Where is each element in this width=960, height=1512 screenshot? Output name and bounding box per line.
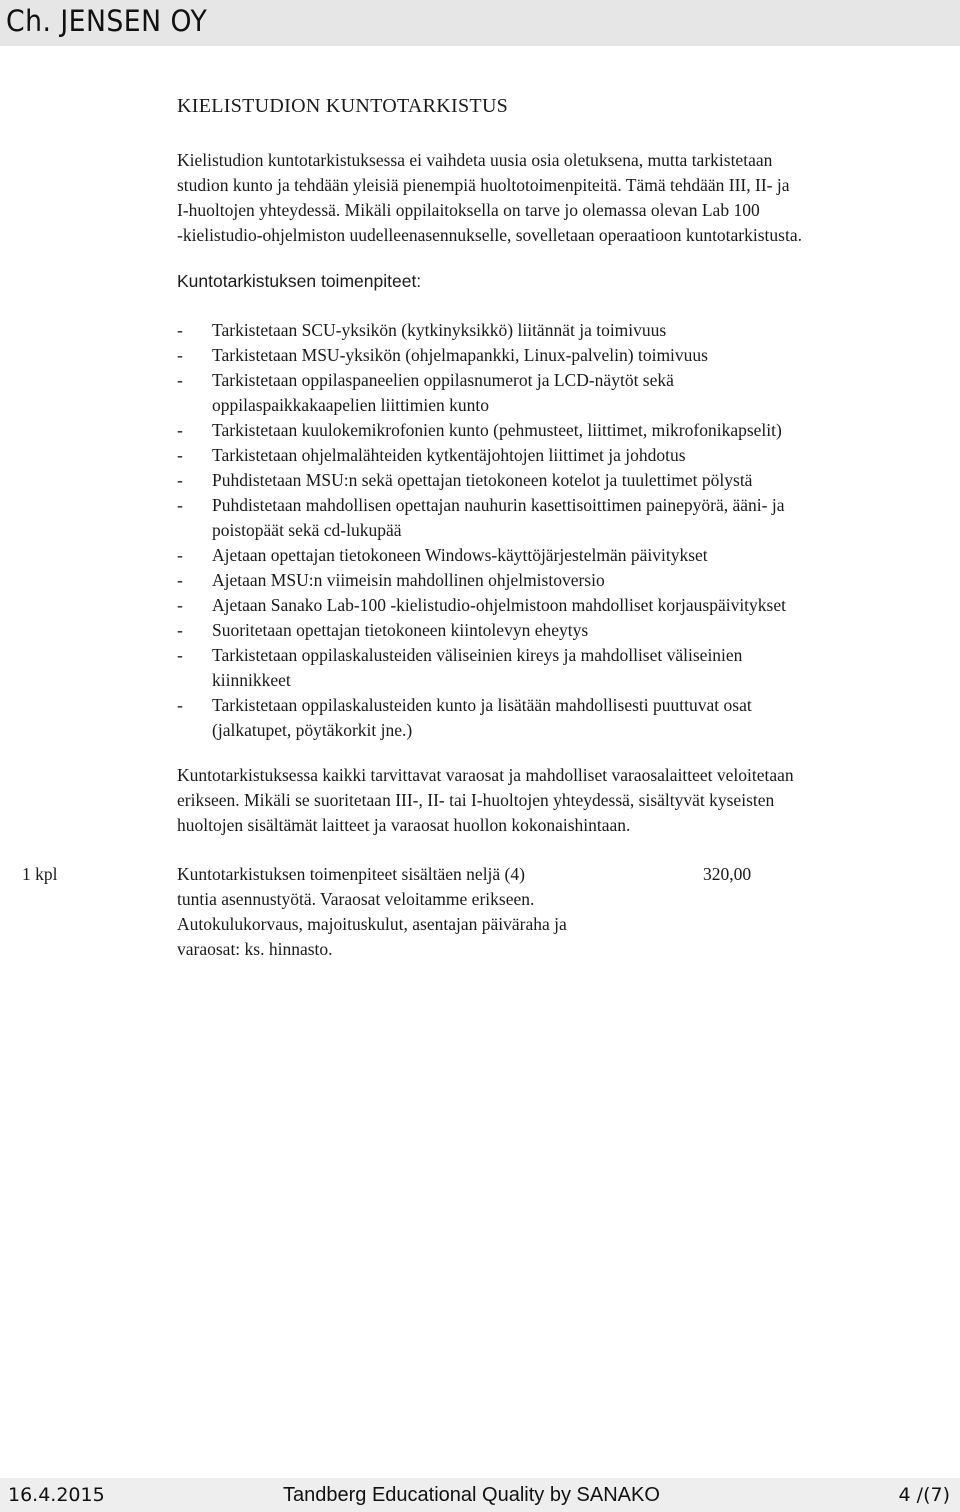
- document-title: KIELISTUDION KUNTOTARKISTUS: [177, 95, 509, 117]
- list-dash: -: [177, 370, 183, 390]
- item-price: 320,00: [703, 864, 752, 884]
- intro-line: studion kunto ja tehdään yleisiä pienempiä huoltotoimenpiteitä. Tämä tehdään III, II- ja: [177, 175, 790, 195]
- action-item: [177, 568, 947, 593]
- action-item-text: Ajetaan Sanako Lab-100 -kielistudio-ohjelmistoon mahdolliset korjauspäivitykset: [212, 595, 786, 615]
- action-item-text: Puhdistetaan MSU:n sekä opettajan tietokoneen kotelot ja tuulettimet pölystä: [212, 470, 753, 490]
- action-item-text: oppilaspaikkakaapelien liittimien kunto: [212, 395, 490, 415]
- action-item-text: Tarkistetaan SCU-yksikön (kytkinyksikkö) liitännät ja toimivuus: [212, 320, 667, 340]
- action-item: [177, 593, 947, 618]
- action-item: [177, 643, 947, 693]
- action-item-text: Ajetaan MSU:n viimeisin mahdollinen ohjelmistoversio: [212, 570, 605, 590]
- company-name: Ch. JENSEN OY: [6, 4, 208, 38]
- action-item: [177, 493, 947, 543]
- action-item-text: Suoritetaan opettajan tietokoneen kiintolevyn eheytys: [212, 620, 589, 640]
- list-dash: -: [177, 645, 183, 665]
- item-description-line: tuntia asennustyötä. Varaosat veloitamme erikseen.: [177, 889, 535, 909]
- list-dash: -: [177, 445, 183, 465]
- action-item-text: Tarkistetaan MSU-yksikön (ohjelmapankki, Linux-palvelin) toimivuus: [212, 345, 708, 365]
- footer-date: 16.4.2015: [8, 1484, 105, 1506]
- footer-brand: Tandberg Educational Quality by SANAKO: [283, 1484, 660, 1506]
- action-item-text: Tarkistetaan ohjelmalähteiden kytkentäjohtojen liittimet ja johdotus: [212, 445, 686, 465]
- action-item: [177, 418, 947, 443]
- list-dash: -: [177, 695, 183, 715]
- list-dash: -: [177, 545, 183, 565]
- action-item-text: (jalkatupet, pöytäkorkit jne.): [212, 720, 413, 740]
- action-item: [177, 468, 947, 493]
- action-item-text: Tarkistetaan kuulokemikrofonien kunto (pehmusteet, liittimet, mikrofonikapselit): [212, 420, 782, 440]
- action-item: [177, 318, 947, 343]
- action-item: [177, 343, 947, 368]
- item-description: [177, 862, 677, 962]
- closing-paragraph: [177, 763, 947, 838]
- actions-subheading: Kuntotarkistuksen toimenpiteet:: [177, 271, 422, 291]
- list-dash: -: [177, 420, 183, 440]
- intro-line: -kielistudio-ohjelmiston uudelleenasennukselle, sovelletaan operaatioon kuntotarkistusta.: [177, 225, 802, 245]
- intro-paragraph: [177, 148, 947, 248]
- action-item-text: Ajetaan opettajan tietokoneen Windows-käyttöjärjestelmän päivitykset: [212, 545, 708, 565]
- actions-list: [177, 318, 947, 743]
- action-item-text: Tarkistetaan oppilaspaneelien oppilasnumerot ja LCD-näytöt sekä: [212, 370, 674, 390]
- action-item-text: Tarkistetaan oppilaskalusteiden kunto ja lisätään mahdollisesti puuttuvat osat: [212, 695, 752, 715]
- list-dash: -: [177, 595, 183, 615]
- item-quantity: 1 kpl: [22, 864, 58, 884]
- item-description-line: Autokulukorvaus, majoituskulut, asentajan päiväraha ja: [177, 914, 567, 934]
- footer-page-number: 4 /(7): [898, 1484, 950, 1506]
- intro-line: Kielistudion kuntotarkistuksessa ei vaihdeta uusia osia oletuksena, mutta tarkistetaan: [177, 150, 773, 170]
- action-item: [177, 443, 947, 468]
- action-item: [177, 368, 947, 418]
- closing-line: erikseen. Mikäli se suoritetaan III-, II- tai I-huoltojen yhteydessä, sisältyvät kyseisten: [177, 790, 775, 810]
- intro-line: I-huoltojen yhteydessä. Mikäli oppilaitoksella on tarve jo olemassa olevan Lab 100: [177, 200, 760, 220]
- list-dash: -: [177, 470, 183, 490]
- list-dash: -: [177, 320, 183, 340]
- item-description-line: Kuntotarkistuksen toimenpiteet sisältäen neljä (4): [177, 864, 525, 884]
- action-item-text: Puhdistetaan mahdollisen opettajan nauhurin kasettisoittimen painepyörä, ääni- ja: [212, 495, 785, 515]
- action-item-text: Tarkistetaan oppilaskalusteiden väliseinien kireys ja mahdolliset väliseinien: [212, 645, 743, 665]
- closing-line: huoltojen sisältämät laitteet ja varaosat huollon kokonaishintaan.: [177, 815, 631, 835]
- action-item-text: poistopäät sekä cd-lukupää: [212, 520, 402, 540]
- action-item: [177, 618, 947, 643]
- closing-line: Kuntotarkistuksessa kaikki tarvittavat varaosat ja mahdolliset varaosalaitteet veloitetaan: [177, 765, 794, 785]
- list-dash: -: [177, 620, 183, 640]
- item-description-line: varaosat: ks. hinnasto.: [177, 939, 333, 959]
- list-dash: -: [177, 495, 183, 515]
- list-dash: -: [177, 570, 183, 590]
- list-dash: -: [177, 345, 183, 365]
- action-item: [177, 693, 947, 743]
- action-item: [177, 543, 947, 568]
- action-item-text: kiinnikkeet: [212, 670, 291, 690]
